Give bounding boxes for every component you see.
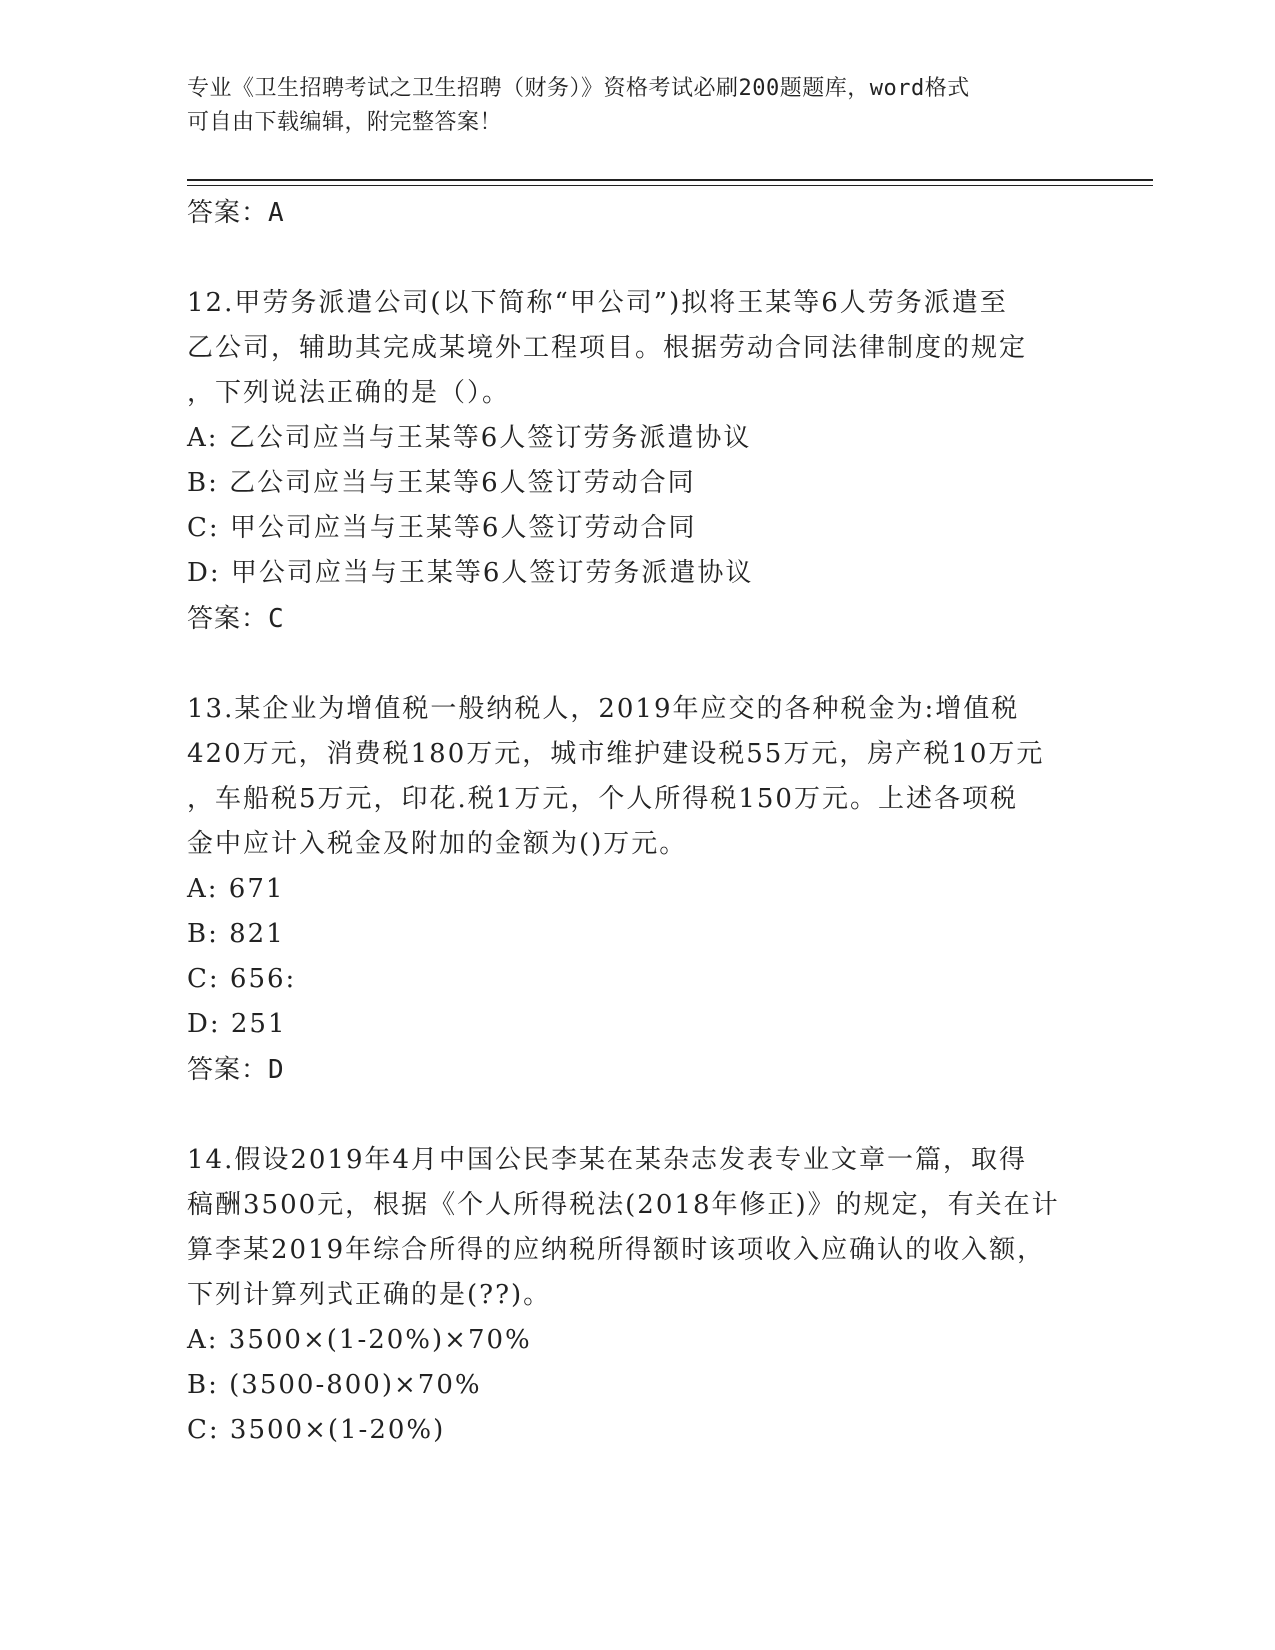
- option-d: D: 251: [187, 1009, 287, 1039]
- header-line-1: 专业《卫生招聘考试之卫生招聘（财务）》资格考试必刷200题题库，word格式: [187, 76, 970, 101]
- question-text-line: 420万元，消费税180万元，城市维护建设税55万元，房产税10万元: [187, 739, 1045, 769]
- question-text-line: ，下列说法正确的是（）。: [187, 378, 511, 408]
- answer-previous: 答案：A: [187, 198, 285, 228]
- option-c: C: 656:: [187, 964, 297, 994]
- header-rule-thin: [187, 185, 1153, 186]
- header-line-2: 可自由下载编辑，附完整答案！: [187, 110, 503, 135]
- answer: 答案：D: [187, 1055, 285, 1085]
- option-a: A: 3500×(1-20%)×70%: [187, 1325, 532, 1355]
- question-text-line: 13.某企业为增值税一般纳税人，2019年应交的各种税金为:增值税: [187, 694, 1020, 724]
- option-d: D: 甲公司应当与王某等6人签订劳务派遣协议: [187, 558, 754, 588]
- answer: 答案：C: [187, 604, 285, 634]
- question-12: [187, 281, 1087, 642]
- spacer: [187, 236, 1087, 281]
- option-c: C: 3500×(1-20%): [187, 1415, 446, 1445]
- header-rule-thick: [187, 179, 1153, 181]
- question-text-line: 12.甲劳务派遣公司(以下简称“甲公司”)拟将王某等6人劳务派遣至: [187, 288, 1008, 318]
- question-text-line: ，车船税5万元，印花.税1万元，个人所得税150万元。上述各项税: [187, 784, 1018, 814]
- option-a: A: 乙公司应当与王某等6人签订劳务派遣协议: [187, 423, 752, 453]
- page-header: [187, 72, 1087, 140]
- question-text-line: 乙公司，辅助其完成某境外工程项目。根据劳动合同法律制度的规定: [187, 333, 1028, 363]
- option-b: B: 乙公司应当与王某等6人签订劳动合同: [187, 468, 696, 498]
- spacer: [187, 642, 1087, 687]
- option-a: A: 671: [187, 874, 285, 904]
- option-c: C: 甲公司应当与王某等6人签订劳动合同: [187, 513, 697, 543]
- question-text-line: 14.假设2019年4月中国公民李某在某杂志发表专业文章一篇，取得: [187, 1145, 1028, 1175]
- question-text-line: 算李某2019年综合所得的应纳税所得额时该项收入应确认的收入额，: [187, 1235, 1046, 1265]
- document-body: [187, 190, 1087, 1453]
- spacer: [187, 1093, 1087, 1138]
- question-13: [187, 687, 1087, 1093]
- option-b: B: 821: [187, 919, 285, 949]
- question-14: [187, 1138, 1087, 1453]
- option-b: B: (3500-800)×70%: [187, 1370, 482, 1400]
- question-text-line: 稿酬3500元，根据《个人所得税法(2018年修正)》的规定，有关在计: [187, 1190, 1060, 1220]
- question-text-line: 金中应计入税金及附加的金额为()万元。: [187, 829, 688, 859]
- question-text-line: 下列计算列式正确的是(??)。: [187, 1280, 552, 1310]
